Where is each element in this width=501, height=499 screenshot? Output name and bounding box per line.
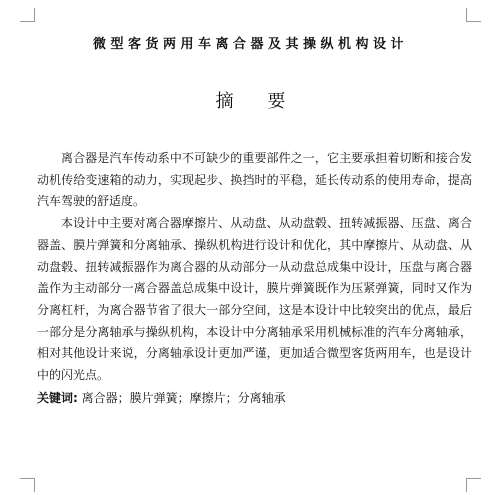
crop-mark	[466, 8, 467, 22]
abstract-body	[37, 148, 472, 387]
crop-mark	[467, 21, 481, 22]
abstract-paragraph: 本设计中主要对离合器摩擦片、从动盘、从动盘毂、扭转减振器、压盘、离合器盖、膜片弹簧和分离轴承、操纵机构进行设计和优化，其中摩擦片、从动盘、从动盘毂、扭转减振器作为离合器的从动部分一从动盘总成集中设计，压盘与离合器盖作为主动部分一离合器盖总成集中设计，膜片弹簧既作为压紧弹簧，同时又作为分离杠杆，为离合器节省了很大一部分空间，这是本设计中比较突出的优点，最后一部分是分离轴承与操纵机构，本设计中分离轴承采用机械标准的汽车分离轴承，相对其他设计来说，分离轴承设计更加严谨，更加适合微型客货两用车，也是设计中的闪光点。	[37, 216, 472, 383]
crop-mark	[467, 478, 481, 479]
keywords-line	[37, 389, 286, 407]
document-title: 微型客货两用车离合器及其操纵机构设计	[92, 37, 408, 52]
crop-mark	[20, 21, 34, 22]
keywords-text: 离合器；膜片弹簧；摩擦片；分离轴承	[81, 391, 286, 405]
crop-mark	[34, 478, 35, 492]
abstract-paragraph: 离合器是汽车传动系中不可缺少的重要部件之一，它主要承担着切断和接合发动机传给变速箱的动力，实现起步、换挡时的平稳，延长传动系的使用寿命，提高汽车驾驶的舒适度。	[37, 151, 472, 209]
abstract-heading: 摘 要	[215, 91, 300, 112]
keywords-label: 关键词:	[37, 391, 78, 405]
crop-mark	[466, 478, 467, 492]
crop-mark	[34, 8, 35, 22]
crop-mark	[20, 478, 34, 479]
